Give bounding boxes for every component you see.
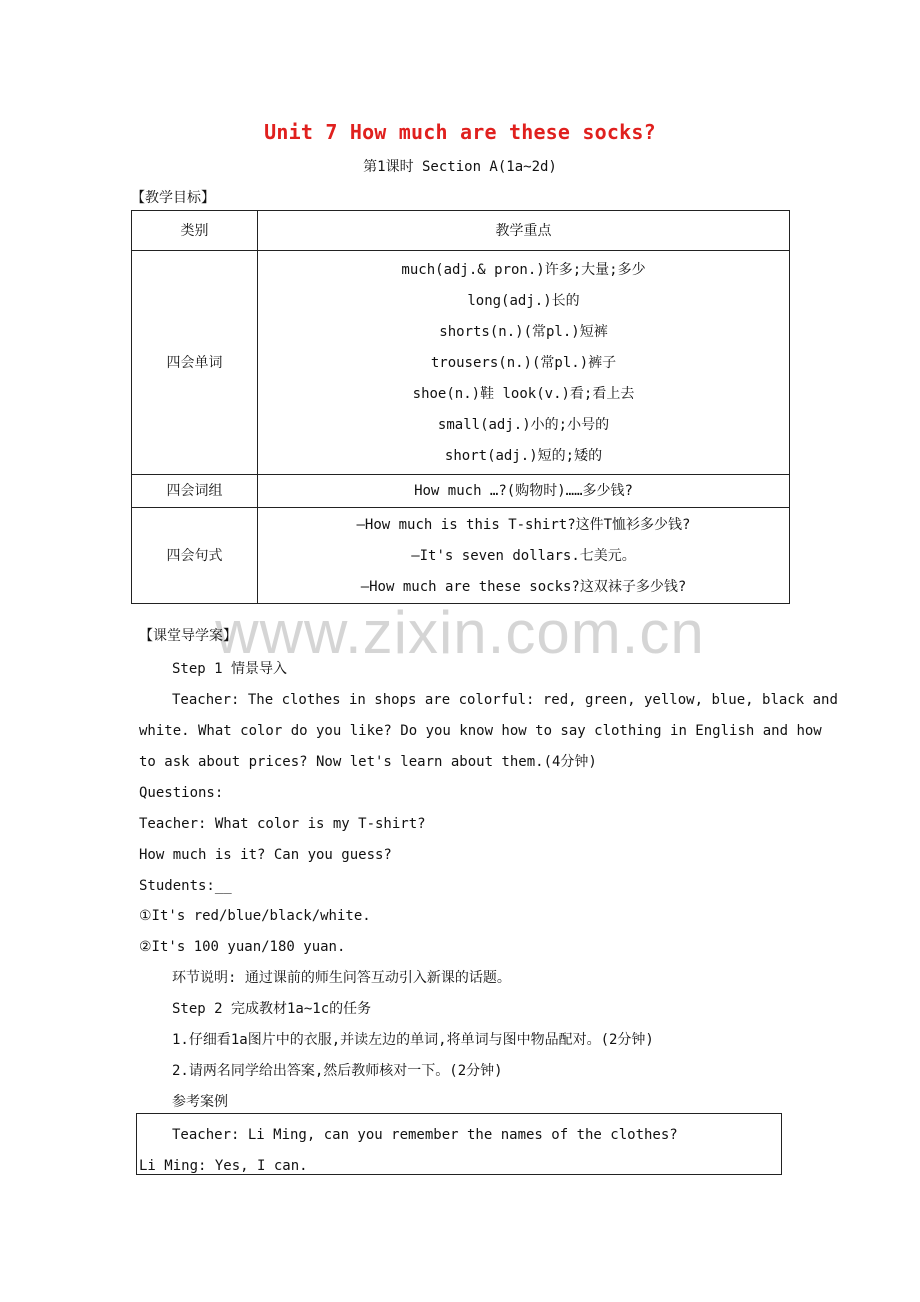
category-words: 四会单词 (132, 251, 258, 475)
header-focus: 教学重点 (258, 211, 790, 251)
list-item: trousers(n.)(常pl.)裤子 (430, 355, 617, 371)
table-header-row (132, 211, 790, 251)
goals-label: 【教学目标】 (131, 190, 215, 206)
list-item: much(adj.& pron.)许多;大量;多少 (401, 262, 646, 278)
dialogue-line: Teacher: Li Ming, can you remember the names of the clothes? (172, 1127, 678, 1143)
header-category: 类别 (132, 211, 258, 251)
sentences-cell (258, 508, 790, 604)
list-item: —How much is this T-shirt?这件T恤衫多少钱? (356, 517, 691, 533)
example-label: 参考案例 (172, 1094, 228, 1110)
guide-label: 【课堂导学案】 (139, 628, 237, 644)
table-row (132, 475, 790, 508)
lesson-title: Unit 7 How much are these socks? (264, 120, 656, 144)
answer-line: ①It's red/blue/black/white. (139, 908, 371, 924)
table-row (132, 508, 790, 604)
task-line: 2.请两名同学给出答案,然后教师核对一下。(2分钟) (172, 1063, 503, 1079)
example-box (136, 1113, 782, 1175)
category-phrases: 四会词组 (132, 475, 258, 508)
list-item: small(adj.)小的;小号的 (437, 417, 610, 433)
stage-note: 环节说明: 通过课前的师生问答互动引入新课的话题。 (172, 970, 511, 986)
list-item: shoe(n.)鞋 look(v.)看;看上去 (412, 386, 635, 402)
question-line: Teacher: What color is my T-shirt? (139, 816, 426, 832)
students-label: Students:__ (139, 878, 232, 894)
answer-line: ②It's 100 yuan/180 yuan. (139, 939, 346, 955)
words-cell (258, 251, 790, 475)
step1-title: Step 1 情景导入 (172, 661, 288, 677)
watermark: www.zixin.com.cn (215, 599, 705, 666)
task-line: 1.仔细看1a图片中的衣服,并读左边的单词,将单词与图中物品配对。(2分钟) (172, 1032, 654, 1048)
list-item: —How much are these socks?这双袜子多少钱? (360, 579, 687, 595)
questions-label: Questions: (139, 785, 224, 801)
table-row (132, 251, 790, 475)
teacher-para-line: white. What color do you like? Do you know how to say clothing in English and how (139, 723, 822, 739)
teacher-para-line: to ask about prices? Now let's learn about them.(4分钟) (139, 754, 597, 770)
lesson-subtitle: 第1课时 Section A(1a~2d) (363, 159, 557, 175)
list-item: —It's seven dollars.七美元。 (411, 548, 636, 564)
list-item: long(adj.)长的 (467, 293, 580, 309)
goals-table (131, 210, 790, 604)
list-item: shorts(n.)(常pl.)短裤 (439, 324, 608, 340)
list-item: short(adj.)短的;矮的 (444, 448, 603, 464)
phrase-item: How much …?(购物时)……多少钱? (258, 475, 790, 508)
step2-title: Step 2 完成教材1a~1c的任务 (172, 1001, 372, 1017)
question-line: How much is it? Can you guess? (139, 847, 392, 863)
category-sentences: 四会句式 (132, 508, 258, 604)
teacher-para-line: Teacher: The clothes in shops are colorful: red, green, yellow, blue, black and (172, 692, 838, 708)
dialogue-line: Li Ming: Yes, I can. (139, 1158, 308, 1174)
